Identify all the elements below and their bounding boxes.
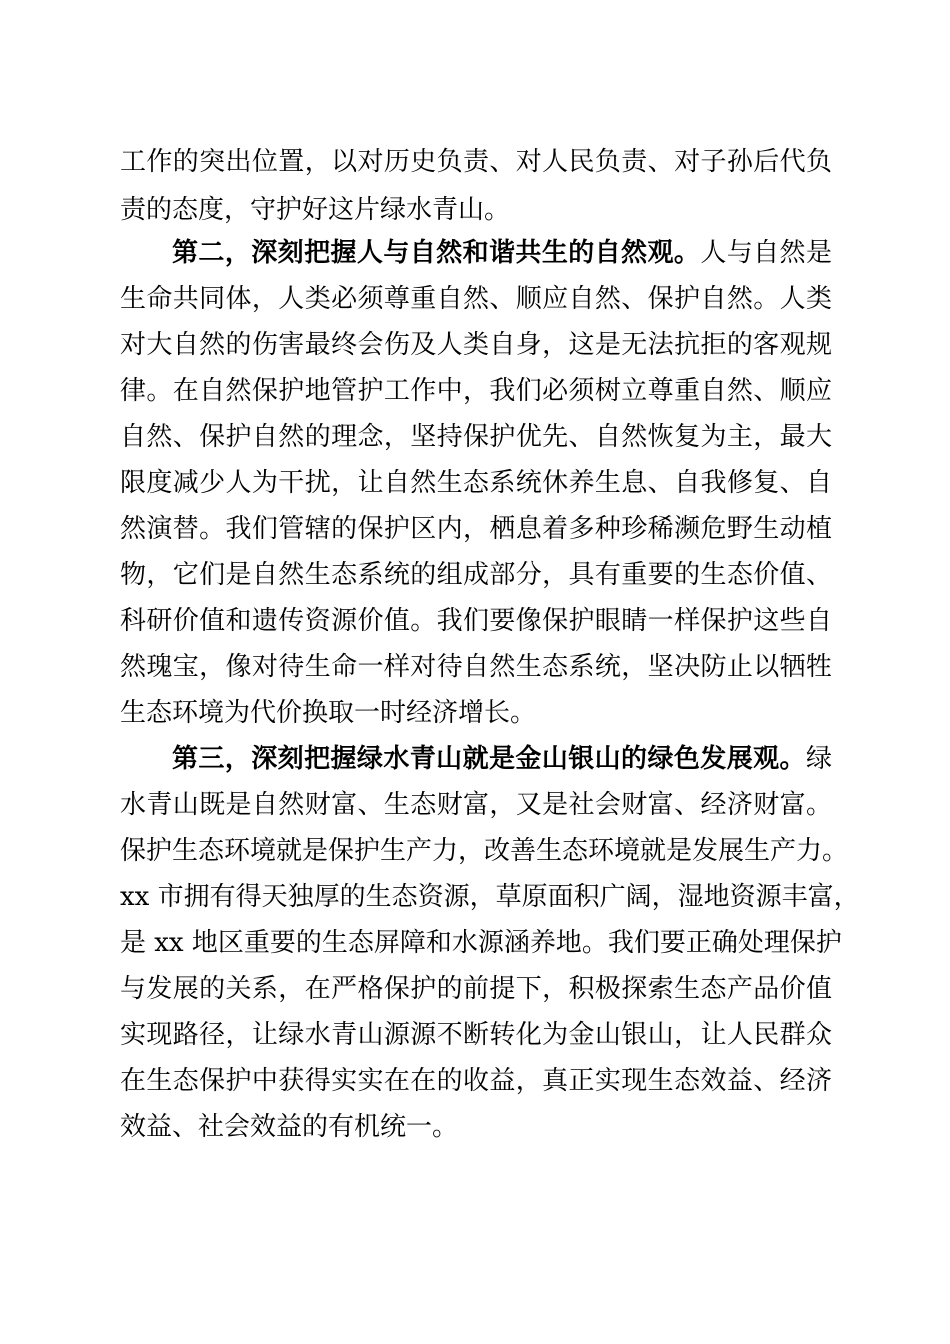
paragraph-3-line: 水青山既是自然财富、生态财富，又是社会财富、经济财富。 <box>120 790 832 820</box>
paragraph-3-line: 是 xx 地区重要的生态屏障和水源涵养地。我们要正确处理保护 <box>120 928 842 958</box>
paragraph-3-first-line-rest: 绿 <box>805 744 832 774</box>
paragraph-2-line: 科研价值和遗传资源价值。我们要像保护眼睛一样保护这些自 <box>120 606 832 636</box>
paragraph-3-first-line <box>172 739 832 779</box>
paragraph-3-line: 保护生态环境就是保护生产力，改善生态环境就是发展生产力。 <box>120 836 849 866</box>
paragraph-1-line-2: 责的态度，守护好这片绿水青山。 <box>120 195 511 225</box>
paragraph-3-line: 在生态保护中获得实实在在的收益，真正实现生态效益、经济 <box>120 1066 832 1096</box>
paragraph-3-line: xx 市拥有得天独厚的生态资源，草原面积广阔，湿地资源丰富， <box>120 882 860 912</box>
paragraph-2-line: 限度减少人为干扰，让自然生态系统休养生息、自我修复、自 <box>120 468 832 498</box>
paragraph-3-line: 与发展的关系，在严格保护的前提下，积极探索生态产品价值 <box>120 974 832 1004</box>
paragraph-2-line: 对大自然的伤害最终会伤及人类自身，这是无法抗拒的客观规 <box>120 330 832 360</box>
paragraph-1-line-1: 工作的突出位置，以对历史负责、对人民负责、对子孙后代负 <box>120 147 832 177</box>
paragraph-2-line: 然瑰宝，像对待生命一样对待自然生态系统，坚决防止以牺牲 <box>120 652 832 682</box>
paragraph-2-first-line <box>172 233 832 273</box>
paragraph-2-first-line-rest: 人与自然是 <box>700 238 832 268</box>
paragraph-2-line: 物，它们是自然生态系统的组成部分，具有重要的生态价值、 <box>120 560 832 590</box>
paragraph-2-heading: 第二，深刻把握人与自然和谐共生的自然观。 <box>172 238 701 268</box>
paragraph-2-line: 然演替。我们管辖的保护区内，栖息着多种珍稀濒危野生动植 <box>120 514 832 544</box>
paragraph-3-heading: 第三，深刻把握绿水青山就是金山银山的绿色发展观。 <box>172 744 806 774</box>
paragraph-3-line-last: 效益、社会效益的有机统一。 <box>120 1112 459 1142</box>
paragraph-2-line: 律。在自然保护地管护工作中，我们必须树立尊重自然、顺应 <box>120 376 832 406</box>
paragraph-3-line: 实现路径，让绿水青山源源不断转化为金山银山，让人民群众 <box>120 1020 832 1050</box>
paragraph-2-line: 生命共同体，人类必须尊重自然、顺应自然、保护自然。人类 <box>120 284 832 314</box>
paragraph-2-line: 自然、保护自然的理念，坚持保护优先、自然恢复为主，最大 <box>120 422 832 452</box>
paragraph-2-line-last: 生态环境为代价换取一时经济增长。 <box>120 698 537 728</box>
